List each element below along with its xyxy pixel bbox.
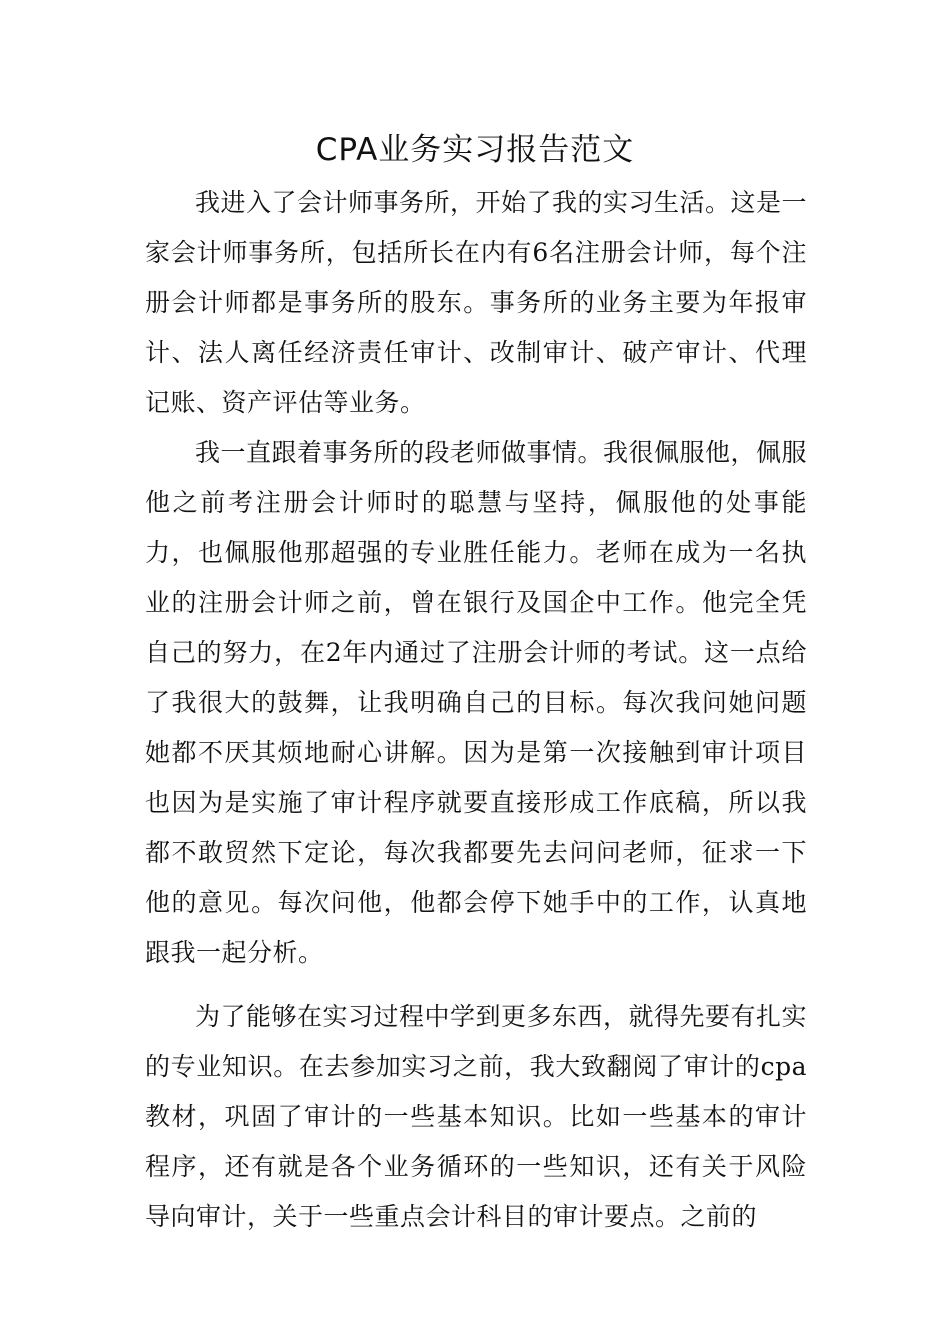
paragraph-1: 我进入了会计师事务所，开始了我的实习生活。这是一家会计师事务所，包括所长在内有6名注册会计师，每个注册会计师都是事务所的股东。事务所的业务主要为年报审计、法人离任经济责任审计、改制审计、破产审计、代理记账、资产评估等业务。 xyxy=(145,188,808,417)
document-title: CPA业务实习报告范文 xyxy=(315,132,635,168)
paragraph-3: 为了能够在实习过程中学到更多东西，就得先要有扎实的专业知识。在去参加实习之前，我大致翻阅了审计的cpa教材，巩固了审计的一些基本知识。比如一些基本的审计程序，还有就是各个业务循环的一些知识，还有关于风险导向审计，关于一些重点会计科目的审计要点。之前的 xyxy=(145,1002,808,1231)
document-body xyxy=(145,178,807,1242)
paragraph-2: 我一直跟着事务所的段老师做事情。我很佩服他，佩服他之前考注册会计师时的聪慧与坚持，佩服他的处事能力，也佩服他那超强的专业胜任能力。老师在成为一名执业的注册会计师之前，曾在银行及国企中工作。他完全凭自己的努力，在2年内通过了注册会计师的考试。这一点给了我很大的鼓舞，让我明确自己的目标。每次我问她问题她都不厌其烦地耐心讲解。因为是第一次接触到审计项目也因为是实施了审计程序就要直接形成工作底稿，所以我都不敢贸然下定论，每次我都要先去问问老师，征求一下他的意见。每次问他，他都会停下她手中的工作，认真地跟我一起分析。 xyxy=(145,438,808,967)
